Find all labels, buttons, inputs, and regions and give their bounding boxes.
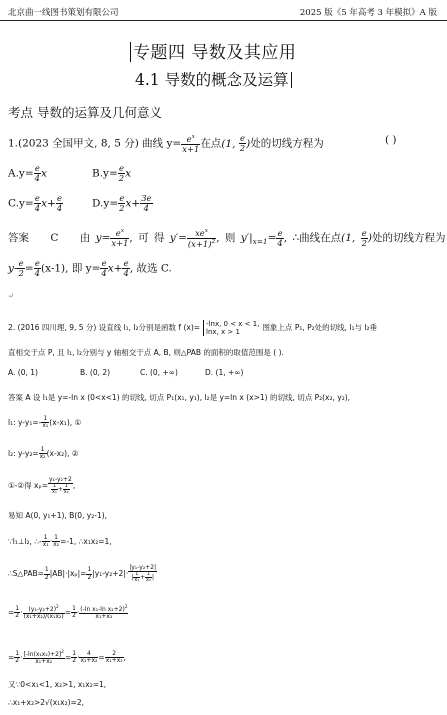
q1-stem-mid: 在点 [200, 137, 222, 150]
text-cursor [130, 42, 131, 62]
q1-option-c-label: C.y= [8, 197, 34, 210]
q1-frac-den: x+1 [182, 143, 200, 154]
q2-stem-after: 图象上点 P₁, P₂处的切线, l₁与 l₂垂 [262, 323, 377, 333]
q1-option-b: B.y= $\frac{e}{2}$ x [92, 163, 132, 183]
text-cursor-2 [291, 72, 292, 88]
q1-solution-line1: 答案 C 由 y= $\frac{e^x}{x+1}$ , 可 得 y′= $\frac{xe^x}{(x+1)^2}$ , 则 $y'|_{x=1}=$ $\frac{e}{4}$ , ∴曲线在点(1, $\frac{e}{2}$ )处的切线方程为 [8, 227, 446, 249]
q2-piece2: lnx, x > 1 [206, 328, 240, 337]
q1-option-a-label: A.y= [8, 167, 34, 180]
q1-sol-text1: 由 [79, 232, 91, 245]
q2-option-a: A. (0, 1) [8, 368, 38, 377]
q1-option-b-label: B.y= [92, 167, 118, 180]
q2-step3-eq: = [8, 652, 15, 662]
q2-option-c: C. (0, +∞) [140, 368, 178, 377]
q2-area-mid: |AB|·|xₚ|= [49, 569, 87, 579]
q2-area-step3: = $\frac{1}{2}$ · $\frac{[-\ln(x_1x_2)+2]^2}{\text{x₁+x₂}}$ = $\frac{1}{2}$ · $\frac{4}{\text{x₁+x₂}}$ = $\frac{2}{\text{x₁+x₂}}$ , [8, 649, 127, 666]
q2-area-mid2: |y₁-y₂+2|· [92, 569, 129, 579]
section-title [135, 68, 292, 90]
q1-answer-letter: C [50, 232, 59, 245]
q1-sol-text4: , ∴曲线在点 [283, 232, 342, 245]
chapter-title [130, 38, 296, 63]
q2-piecewise [203, 320, 259, 336]
q2-option-d: D. (1, +∞) [205, 368, 244, 377]
q1-answer-blank: ( ) [385, 134, 397, 146]
q2-stem-line1 [8, 320, 377, 336]
q1-stem-suffix: 处的切线方程为 [250, 137, 324, 150]
q2-points-ab: 易知 A(0, y₁+1), B(0, y₂-1), [8, 511, 108, 520]
q2-stem-text: 2. (2016 四川理, 9, 5 分) 设直线 l₁, l₂分别是函数 f (x)= [8, 323, 201, 333]
running-header [0, 0, 447, 21]
q2-option-b: B. (0, 2) [80, 368, 111, 377]
edition-label: 2025 版《5 年高考 3 年模拟》A 版 [299, 8, 437, 18]
q1-point: (1, $\frac{e}{2}$ ) [221, 133, 251, 154]
q2-final-text: ∴x₁+x₂>2 [8, 698, 46, 707]
q1-sol-line2c: , 故选 C. [129, 262, 172, 275]
q2-final-end: =2, [70, 698, 84, 707]
q2-condition: 又∵0<x₁<1, x₂>1, x₁x₂=1, [8, 680, 107, 689]
q2-eq-text: ①-②得 xₚ= [8, 481, 48, 491]
q1-option-d: D.y= $\frac{e}{2}$ x+ $\frac{3e}{4}$ [92, 193, 152, 213]
q2-subtract-eq: ①-②得 xₚ= y₁-y₂+2 $\frac{1}{\text{x₁}}$ + $\frac{1}{\text{x₂}}$ , [8, 476, 76, 496]
section-title-text: 4.1 导数的概念及运算 [135, 71, 289, 89]
q2-step2-eq: = [8, 607, 15, 617]
q1-option-d-label: D.y= [92, 197, 119, 210]
q1-sol-text5: 处的切线方程为 [372, 232, 446, 245]
q1-option-c: C.y= $\frac{e}{4}$ x+ $\frac{e}{4}$ [8, 193, 63, 213]
q2-perp-mid: · [49, 536, 53, 546]
q2-tangent-l1: l₁: y-y₁=- $\frac{1}{\text{x₁}}$ (x-x₁), ① [8, 415, 82, 430]
q2-area-step2: = $\frac{1}{2}$ · $\frac{(y_1-y_2+2)^2}{\text{(x₁+x₂)/(x₁x₂)}}$ = $\frac{1}{2}$ · $\frac{(-\ln x_1-\ln x_2+2)^2}{\text{x₁+x₂}}$ [8, 604, 128, 621]
q2-l2-text: l₂: y-y₂= [8, 448, 39, 458]
q2-answer-line: 答案 A 设 l₁是 y=-ln x (0<x<1) 的切线, 切点 P₁(x₁, y₁), l₂是 y=ln x (x>1) 的切线, 切点 P₂(x₂, y₂), [8, 393, 351, 402]
q1-solution-line2: y- $\frac{e}{2}$ = $\frac{e}{4}$ (x-1), 即 y= $\frac{e}{4}$ x+ $\frac{e}{4}$ , 故选 C. [8, 258, 172, 278]
q2-final: ∴x₁+x₂>2√(x₁x₂)=2, [8, 698, 84, 707]
q1-option-a: A.y= $\frac{e}{4}$ x [8, 163, 47, 183]
q2-stem-line2: 直相交于点 P, 且 l₁, l₂分别与 y 轴相交于点 A, B, 则△PAB 的面积的取值范围是 ( ). [8, 348, 284, 357]
q2-area-formula: ∴S△PAB= $\frac{1}{2}$ |AB|·|xₚ|= $\frac{1}{2}$ |y₁-y₂+2|· |y₁-y₂+2| | $\frac{1}{\text{x₁}}$ + $\frac{1}{\text{x₂}}$ | [8, 564, 157, 584]
q1-stem [8, 134, 324, 153]
q2-l1-text: l₁: y-y₁=- [8, 417, 42, 427]
q2-l1b-text: (x-x₁), ① [49, 417, 82, 427]
q2-piece1: -lnx, 0 < x < 1, [206, 320, 260, 328]
q2-perp-text: ∵l₁⊥l₂, ∴- [8, 536, 42, 546]
q2-perpendicular: ∵l₁⊥l₂, ∴- $\frac{1}{\text{x₁}}$ · $\frac{1}{\text{x₂}}$ =-1, ∴x₁x₂=1, [8, 534, 112, 549]
paragraph-mark: ↵ [8, 292, 14, 300]
publisher-name: 北京曲一线图书策划有限公司 [8, 8, 119, 18]
knowledge-point-heading: 考点 导数的运算及几何意义 [8, 105, 162, 120]
q2-perp-end: =-1, ∴x₁x₂=1, [60, 536, 112, 546]
q2-l2b-text: (x-x₂), ② [46, 448, 79, 458]
q2-tangent-l2: l₂: y-y₂= $\frac{1}{\text{x₂}}$ (x-x₂), ② [8, 446, 79, 461]
q1-sol-line2b: (x-1), 即 y= [40, 262, 101, 275]
q1-fraction [181, 134, 200, 153]
q1-sol-line2a: y- [8, 262, 18, 275]
q2-area-text: ∴S△PAB= [8, 569, 44, 579]
q1-sol-text3: , 则 [216, 232, 236, 245]
chapter-title-text: 专题四 导数及其应用 [133, 43, 297, 63]
q1-sol-text2: , 可 得 [129, 232, 165, 245]
q1-stem-prefix: 1.(2023 全国甲文, 8, 5 分) 曲线 y= [8, 137, 182, 150]
q1-frac-num: $e^x$ [186, 133, 195, 144]
q1-answer-label: 答案 [8, 232, 29, 245]
